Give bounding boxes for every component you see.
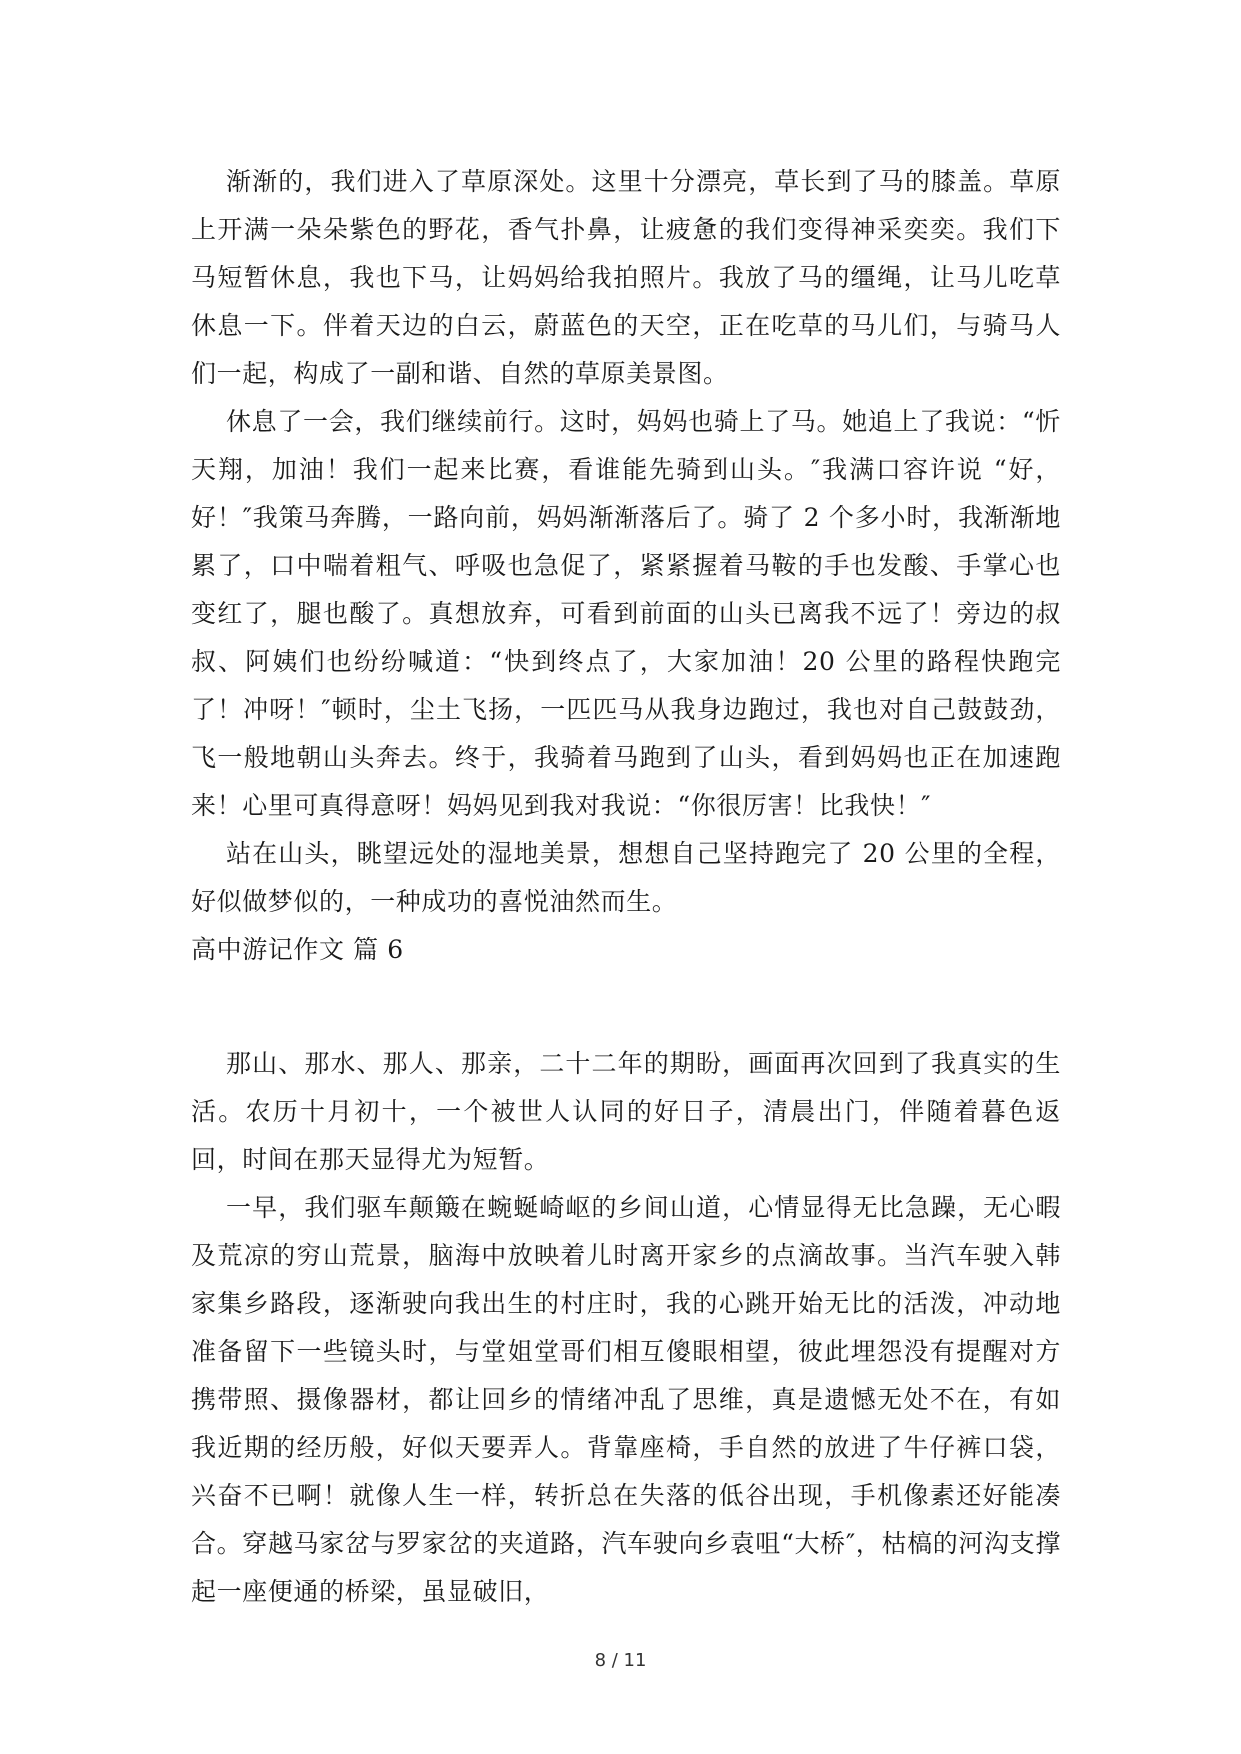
paragraph: 那山、那水、那人、那亲，二十二年的期盼，画面再次回到了我真实的生活。农历十月初十，一个被世人认同的好日子，清晨出门，伴随着暮色返回，时间在那天显得尤为短暂。 xyxy=(191,1049,1061,1174)
paragraph: 一早，我们驱车颠簸在蜿蜒崎岖的乡间山道，心情显得无比急躁，无心暇及荒凉的穷山荒景，脑海中放映着儿时离开家乡的点滴故事。当汽车驶入韩家集乡路段，逐渐驶向我出生的村庄时，我的心跳开始无比的活泼，冲动地准备留下一些镜头时，与堂姐堂哥们相互傻眼相望，彼此埋怨没有提醒对方携带照、摄像器材，都让回乡的情绪冲乱了思维，真是遗憾无处不在，有如我近期的经历般，好似天要弄人。背靠座椅，手自然的放进了牛仔裤口袋，兴奋不已啊！就像人生一样，转折总在失落的低谷出现，手机像素还好能凑合。穿越马家岔与罗家岔的夹道路，汽车驶向乡袁咀“大桥″，枯槁的河沟支撑起一座便通的桥梁，虽显破旧， xyxy=(191,1193,1061,1606)
section-gap xyxy=(191,974,1061,1040)
document-body xyxy=(191,158,1061,1616)
paragraph: 站在山头，眺望远处的湿地美景，想想自己坚持跑完了 20 公里的全程，好似做梦似的，一种成功的喜悦油然而生。 xyxy=(191,839,1061,916)
paragraph: 休息了一会，我们继续前行。这时，妈妈也骑上了马。她追上了我说：“忻天翔，加油！我们一起来比赛，看谁能先骑到山头。″我满口容许说 “好，好！″我策马奔腾，一路向前，妈妈渐渐落后了。骑了 2 个多小时，我渐渐地累了，口中喘着粗气、呼吸也急促了，紧紧握着马鞍的手也发酸、手掌心也变红了，腿也酸了。真想放弃，可看到前面的山头已离我不远了！旁边的叔叔、阿姨们也纷纷喊道：“快到终点了，大家加油！20 公里的路程快跑完了！冲呀！″顿时，尘土飞扬，一匹匹马从我身边跑过，我也对自己鼓鼓劲，飞一般地朝山头奔去。终于，我骑着马跑到了山头，看到妈妈也正在加速跑来！心里可真得意呀！妈妈见到我对我说：“你很厉害！比我快！″ xyxy=(191,407,1061,820)
section-heading: 高中游记作文 篇 6 xyxy=(191,935,404,964)
page-number: 8 / 11 xyxy=(594,1650,647,1671)
paragraph: 渐渐的，我们进入了草原深处。这里十分漂亮，草长到了马的膝盖。草原上开满一朵朵紫色的野花，香气扑鼻，让疲惫的我们变得神采奕奕。我们下马短暂休息，我也下马，让妈妈给我拍照片。我放了马的缰绳，让马儿吃草休息一下。伴着天边的白云，蔚蓝色的天空，正在吃草的马儿们，与骑马人们一起，构成了一副和谐、自然的草原美景图。 xyxy=(191,167,1061,388)
